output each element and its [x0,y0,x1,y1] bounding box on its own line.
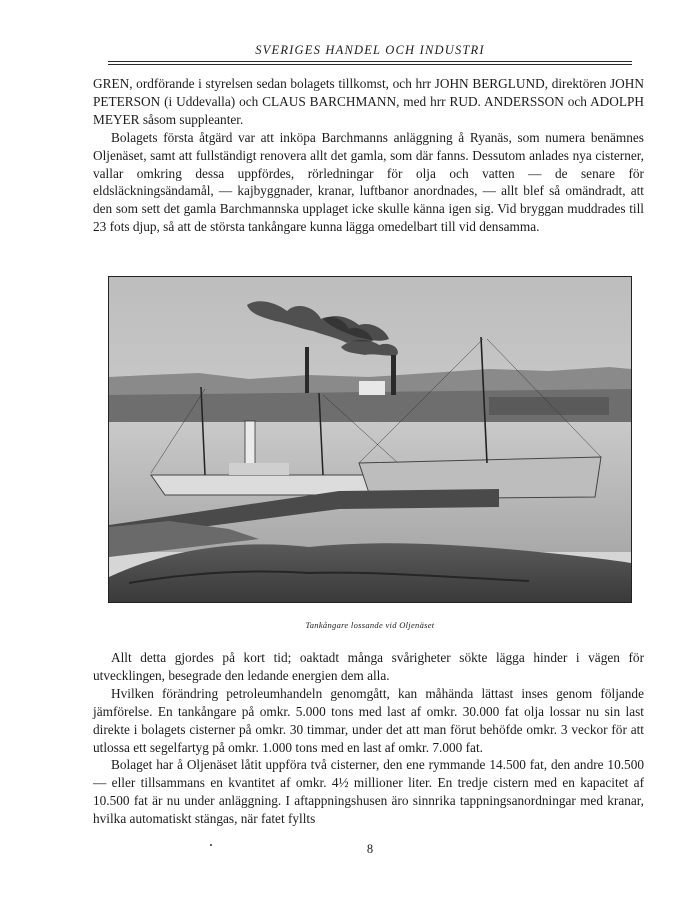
body-text-bottom [93,649,644,828]
page-number: 8 [366,842,374,856]
ship-left-funnel [245,421,255,467]
photo-illustration [109,277,631,602]
paragraph-comparison: Hvilken förändring petroleumhandeln genomgått, kan måhända lättast inses genom följande jämförelse. En tankångare på omkr. 5.000 tons med last af omkr. 30.000 fat olja lossar nu sin last direkte i bolagets cisterner på omkr. 30 timmar, under det att man förut behöfde omkr. 3 veckor för att utlossa ett segelfartyg på omkr. 1.000 tons med en last af omkr. 7.000 fat. [93,685,644,755]
paragraph-board-members: GREN, ordförande i styrelsen sedan bolagets tillkomst, och hrr JOHN BERGLUND, direktören JOHN PETERSON (i Uddevalla) och CLAUS BARCHMANN, med hrr RUD. ANDERSSON och ADOLPH MEYER såsom suppleanter. [93,76,644,127]
header-rule [108,61,632,62]
figure-caption: Tankångare lossande vid Oljenäset [305,620,435,630]
running-head: SVERIGES HANDEL OCH INDUSTRI [255,43,485,57]
paragraph-cisterns: Bolaget har å Oljenäset låtit uppföra två cisterner, den ene rymmande 14.500 fat, den andre 10.500 — eller tillsammans en kvantitet af omkr. 4½ millioner liter. En tredje cistern med en kapacitet af 10.500 fat är nu under anläggning. I aftappningshusen äro sinnrika tappningsanordningar med kranar, hvilka automatiskt stängas, när fatet fyllts [93,757,644,827]
chimney-left [305,347,309,393]
factory-building [359,381,385,395]
chimney-right [391,355,396,395]
photograph-tanker-unloading [108,276,632,603]
ship-left-deckhouse [229,463,289,475]
paragraph-first-measures: Bolagets första åtgärd var att inköpa Barchmanns anläggning å Ryanäs, som numera benämnes Oljenäset, samt att fullständigt renovera allt det gamla, som där fanns. Dessutom anlades nya cisterner, vallar omkring dessa uppfördes, rörledningar för olja och vatten — de senare för eldsläckningsändamål, — kajbyggnader, kranar, luftbanor anordnades, — allt blef så omändradt, att den som sett det gamla Barchmannska upplaget icke skulle känna igen sig. Vid bryggan muddrades till 23 fots djup, så att de största tankångare kunna lägga omedelbart till vid densamma. [93,129,644,235]
print-speck [210,844,212,846]
body-text-top [93,75,644,236]
header-rule-thin [108,64,632,65]
warehouses [489,397,609,415]
paragraph-short-time: Allt detta gjordes på kort tid; oaktadt många svårigheter sökte lägga hinder i vägen för utvecklingen, besegrade den ledande energien dem alla. [93,650,644,683]
